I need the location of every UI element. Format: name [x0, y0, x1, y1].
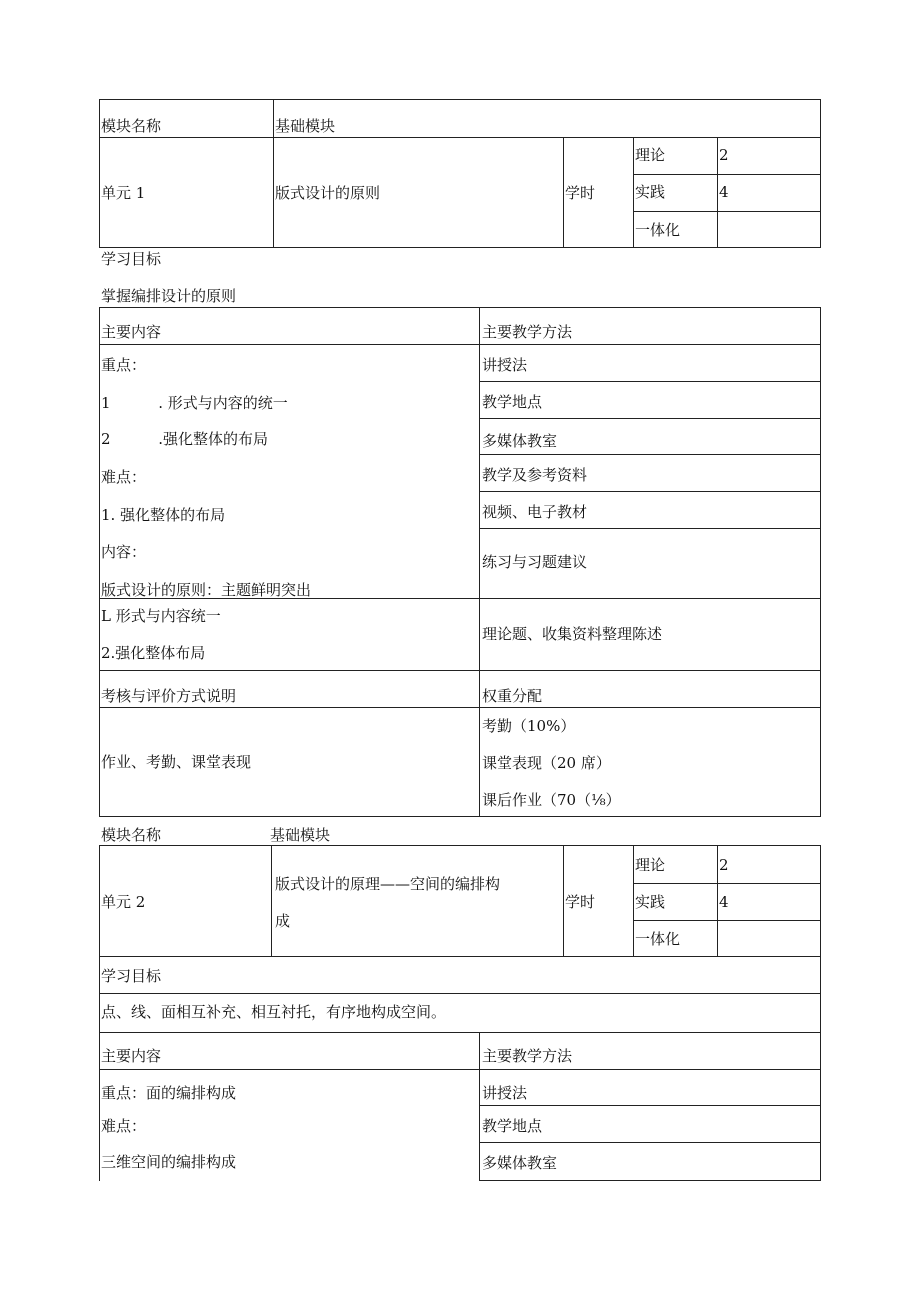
unit1-content-rule — [99, 707, 821, 708]
unit1-method-line: 练习与习题建议 — [482, 553, 588, 571]
unit2-content-line: 难点： — [101, 1117, 147, 1135]
unit1-hours-rule — [633, 211, 821, 212]
unit2-hours-integrated-label: 一体化 — [635, 930, 681, 948]
unit1-header-divider — [273, 99, 274, 248]
unit1-hours-integrated-label: 一体化 — [635, 221, 681, 239]
unit1-content-line: 2.强化整体布局 — [101, 644, 206, 662]
unit1-weight-line: 考勤（10%） — [482, 717, 576, 735]
unit2-method-rule — [479, 1105, 821, 1106]
unit1-main-method-label: 主要教学方法 — [482, 323, 573, 341]
unit1-hours-practice-value: 4 — [719, 183, 729, 201]
unit2-method-line: 教学地点 — [482, 1117, 543, 1135]
unit1-content-line: 内容： — [101, 543, 147, 561]
unit1-hours-rule — [633, 174, 821, 175]
unit1-content-line: 1 . 形式与内容的统一 — [101, 394, 288, 412]
unit1-unit-label: 单元 1 — [101, 184, 146, 202]
unit1-method-rule — [479, 491, 821, 492]
unit1-hours-theory-value: 2 — [719, 146, 729, 164]
unit1-hours-theory-label: 理论 — [635, 146, 666, 164]
unit2-main-content-label: 主要内容 — [101, 1047, 162, 1065]
unit1-hours-practice-label: 实践 — [635, 183, 666, 201]
unit1-content-line: 重点： — [101, 356, 147, 374]
unit1-method-rule — [479, 418, 821, 419]
unit2-row-rule — [99, 1032, 821, 1033]
unit1-method-line: 多媒体教室 — [482, 432, 558, 450]
unit2-method-rule — [479, 1142, 821, 1143]
unit1-hours-divider — [717, 137, 718, 248]
unit2-hours-practice-label: 实践 — [635, 893, 666, 911]
unit1-content-table — [99, 307, 821, 817]
unit1-content-line: 难点： — [101, 468, 147, 486]
unit1-content-rule — [99, 670, 821, 671]
unit1-module-name-label: 模块名称 — [101, 117, 162, 135]
unit1-content-line: 1. 强化整体的布局 — [101, 506, 226, 524]
unit2-module-name-label: 模块名称 — [101, 826, 162, 844]
unit2-objective-text: 点、线、面相互补充、相互衬托，有序地构成空间。 — [101, 1003, 447, 1021]
unit2-unit-title-line2: 成 — [275, 912, 291, 930]
unit2-row-rule — [99, 1069, 821, 1070]
unit1-weight-line: 课堂表现（20 席） — [482, 754, 611, 772]
unit1-unit-title: 版式设计的原则 — [275, 184, 381, 202]
unit1-method-line: 理论题、收集资料整理陈述 — [482, 625, 663, 643]
unit1-method-line: 视频、电子教材 — [482, 503, 588, 521]
unit2-method-line: 多媒体教室 — [482, 1154, 558, 1172]
unit1-content-line: 版式设计的原则：主题鲜明突出 — [101, 581, 312, 599]
unit2-main-method-label: 主要教学方法 — [482, 1047, 573, 1065]
unit1-content-divider — [479, 307, 480, 817]
unit2-method-rule — [479, 1180, 821, 1181]
unit2-row-rule — [99, 956, 821, 957]
unit2-hours-rule — [633, 883, 821, 884]
unit2-unit-title-line1: 版式设计的原理——空间的编排构 — [275, 875, 501, 893]
unit2-row-rule — [99, 993, 821, 994]
unit1-module-name-value: 基础模块 — [275, 117, 336, 135]
unit2-hours-label: 学时 — [565, 893, 596, 911]
unit2-objective-label: 学习目标 — [101, 967, 162, 985]
unit2-hours-theory-value: 2 — [719, 856, 729, 874]
unit2-content-divider — [479, 1032, 480, 1181]
unit2-hours-theory-label: 理论 — [635, 856, 666, 874]
unit2-header-divider — [271, 845, 272, 956]
unit1-assessment-label: 考核与评价方式说明 — [101, 687, 237, 705]
unit1-method-rule — [479, 528, 821, 529]
unit2-hours-rule — [633, 920, 821, 921]
unit1-method-line: 教学及参考资料 — [482, 466, 588, 484]
unit1-method-rule — [479, 381, 821, 382]
unit1-objective-label: 学习目标 — [101, 250, 162, 268]
unit2-method-line: 讲授法 — [482, 1084, 528, 1102]
unit1-header-rule — [99, 137, 821, 138]
unit1-hours-divider — [633, 137, 634, 248]
unit1-weight-label: 权重分配 — [482, 687, 543, 705]
unit1-hours-divider — [563, 137, 564, 248]
unit1-method-line: 教学地点 — [482, 393, 543, 411]
unit1-content-rule — [99, 344, 821, 345]
unit2-module-name-value: 基础模块 — [270, 826, 331, 844]
unit2-hours-practice-value: 4 — [719, 893, 729, 911]
unit1-content-line: 2 .强化整体的布局 — [101, 430, 268, 448]
unit2-content-line: 重点：面的编排构成 — [101, 1084, 237, 1102]
unit2-hours-divider — [633, 845, 634, 956]
unit1-hours-label: 学时 — [565, 184, 596, 202]
unit1-main-content-label: 主要内容 — [101, 323, 162, 341]
unit1-assessment-text: 作业、考勤、课堂表现 — [101, 753, 252, 771]
unit2-unit-label: 单元 2 — [101, 893, 146, 911]
unit2-hours-divider — [717, 845, 718, 956]
unit1-weight-line: 课后作业（70（⅛） — [482, 791, 621, 809]
unit1-method-line: 讲授法 — [482, 356, 528, 374]
unit1-objective-text: 掌握编排设计的原则 — [101, 287, 237, 305]
unit1-method-rule — [479, 454, 821, 455]
unit1-content-line: L 形式与内容统一 — [101, 607, 221, 625]
unit2-hours-divider — [563, 845, 564, 956]
unit2-content-line: 三维空间的编排构成 — [101, 1153, 237, 1171]
